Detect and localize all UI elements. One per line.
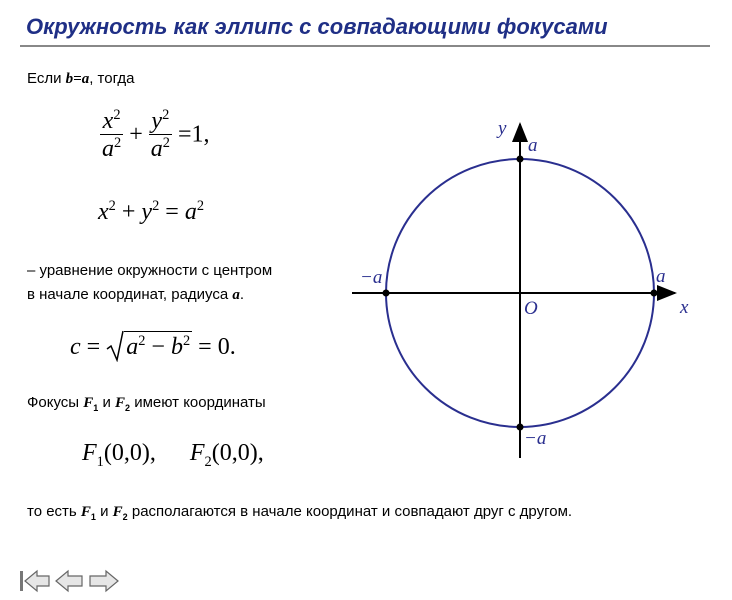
foci-text: Фокусы $F_1$ и $F_2$ имеют координаты [27,394,266,413]
equation-focal-distance: $c = a^2 - b^2 = 0$. [70,330,236,362]
equation-circle: $x^2 + y^2 = a^2$ [98,198,205,225]
axis-label-x: x [680,297,689,318]
label-bottom: −a [524,428,547,449]
back-icon[interactable] [56,571,82,591]
forward-icon[interactable] [90,571,118,591]
label-right: a [656,266,666,287]
point-right [651,290,658,297]
circle-diagram [340,110,710,470]
condition: b=a [65,71,90,87]
description-line-2: в начале координат, радиуса a. [27,286,245,303]
navigation-bar [18,568,122,599]
first-icon[interactable] [20,571,49,591]
intro-text: Если b=a, тогда [27,70,135,87]
page-title: Окружность как эллипс с совпадающими фокусами [26,14,608,39]
point-bottom [517,424,524,431]
origin-label: O [524,298,538,319]
label-left: −a [360,267,383,288]
point-top [517,156,524,163]
foci-coordinates: $F_1(0,0)$, $F_2(0,0)$, [82,440,264,470]
point-left [383,290,390,297]
radius-symbol: a [232,287,240,303]
equation-canonical: $\frac{x^2}{a^2}$ + $\frac{y^2}{a^2}$ =1, [102,107,210,163]
label-top: a [528,135,538,156]
axis-label-y: y [498,118,507,139]
description-line-1: – уравнение окружности с центром [27,262,273,279]
sqrt-sign [106,330,124,362]
title-divider [20,45,710,47]
conclusion-text: то есть $F_1$ и $F_2$ располагаются в начале координат и совпадают друг с другом. [27,503,573,522]
